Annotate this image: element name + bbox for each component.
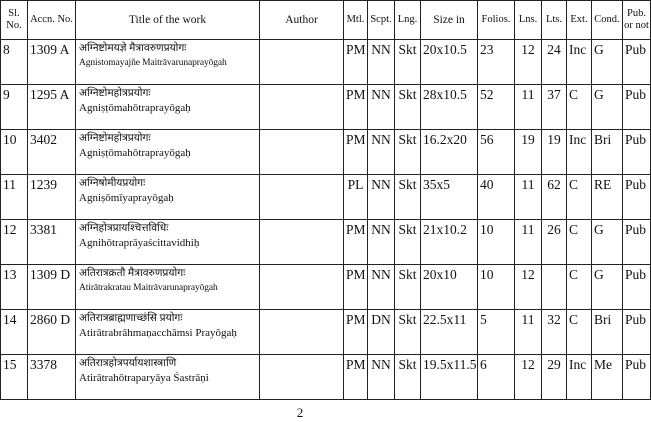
cell-ext: C	[567, 265, 592, 310]
cell-pub: Pub	[623, 40, 651, 85]
cell-pub: Pub	[623, 175, 651, 220]
header-cond: Cond.	[592, 1, 623, 40]
table-row	[1, 40, 651, 85]
table-row	[1, 310, 651, 355]
cell-title	[76, 310, 260, 355]
cell-scpt: NN	[368, 130, 395, 175]
cell-size: 28x10.5	[421, 85, 478, 130]
cell-accn: 3378	[28, 355, 76, 400]
cell-sl: 15	[1, 355, 28, 400]
title-transliteration: Agniṣṭōmahōtraprayōgaḥ	[79, 147, 191, 159]
table-row	[1, 355, 651, 400]
cell-cond: G	[592, 265, 623, 310]
cell-sl: 14	[1, 310, 28, 355]
cell-mtl: PM	[344, 85, 368, 130]
cell-mtl: PM	[344, 310, 368, 355]
cell-size: 20x10.5	[421, 40, 478, 85]
title-transliteration: Agniṣṭōmahōtraprayōgaḥ	[79, 102, 191, 114]
cell-lns: 12	[515, 355, 542, 400]
header-folios: Folios.	[478, 1, 515, 40]
cell-sl: 10	[1, 130, 28, 175]
header-mtl: Mtl.	[344, 1, 368, 40]
cell-size: 35x5	[421, 175, 478, 220]
cell-pub: Pub	[623, 265, 651, 310]
cell-title	[76, 40, 260, 85]
page-number: 2	[296, 405, 304, 420]
cell-lns: 11	[515, 310, 542, 355]
cell-folios: 56	[478, 130, 515, 175]
cell-author	[260, 265, 344, 310]
cell-lng: Skt	[395, 310, 421, 355]
title-devanagari: अतिरात्रब्राह्मणाच्छंसि प्रयोगः	[79, 313, 183, 324]
title-devanagari: अतिरात्रक्रतौ मैत्रावरुणप्रयोगः	[79, 268, 186, 279]
cell-pub: Pub	[623, 355, 651, 400]
cell-size: 21x10.2	[421, 220, 478, 265]
cell-pub: Pub	[623, 85, 651, 130]
cell-cond: G	[592, 220, 623, 265]
cell-mtl: PM	[344, 265, 368, 310]
cell-ext: Inc	[567, 130, 592, 175]
cell-sl: 11	[1, 175, 28, 220]
cell-accn: 1239	[28, 175, 76, 220]
header-accn: Accn. No.	[28, 1, 76, 40]
cell-cond: Bri	[592, 310, 623, 355]
cell-cond: RE	[592, 175, 623, 220]
title-transliteration: Atirātrabrāhmaṇacchāmsi Prayōgaḥ	[79, 327, 237, 339]
cell-title	[76, 220, 260, 265]
cell-folios: 10	[478, 220, 515, 265]
cell-lts: 19	[542, 130, 567, 175]
title-devanagari: अग्निहोत्रप्रायश्चित्तविधिः	[79, 223, 169, 234]
table-row	[1, 130, 651, 175]
cell-author	[260, 130, 344, 175]
cell-accn: 3381	[28, 220, 76, 265]
cell-ext: Inc	[567, 355, 592, 400]
cell-sl: 9	[1, 85, 28, 130]
header-ext: Ext.	[567, 1, 592, 40]
cell-lns: 11	[515, 220, 542, 265]
cell-accn: 1309 A	[28, 40, 76, 85]
cell-scpt: NN	[368, 355, 395, 400]
cell-title	[76, 265, 260, 310]
cell-lts: 62	[542, 175, 567, 220]
header-lts: Lts.	[542, 1, 567, 40]
cell-size: 20x10	[421, 265, 478, 310]
cell-lts: 37	[542, 85, 567, 130]
cell-author	[260, 40, 344, 85]
header-pub: Pub. or not	[623, 1, 651, 40]
cell-folios: 52	[478, 85, 515, 130]
cell-title	[76, 175, 260, 220]
cell-lts	[542, 265, 567, 310]
cell-cond: G	[592, 85, 623, 130]
cell-mtl: PM	[344, 220, 368, 265]
header-lng: Lng.	[395, 1, 421, 40]
cell-lts: 26	[542, 220, 567, 265]
cell-accn: 3402	[28, 130, 76, 175]
cell-author	[260, 310, 344, 355]
header-sl: Sl. No.	[1, 1, 28, 40]
cell-mtl: PL	[344, 175, 368, 220]
cell-ext: C	[567, 220, 592, 265]
cell-sl: 8	[1, 40, 28, 85]
cell-lts: 24	[542, 40, 567, 85]
cell-accn: 1309 D	[28, 265, 76, 310]
cell-ext: C	[567, 85, 592, 130]
header-title: Title of the work	[76, 1, 260, 40]
cell-lng: Skt	[395, 40, 421, 85]
cell-accn: 1295 A	[28, 85, 76, 130]
cell-scpt: NN	[368, 85, 395, 130]
cell-pub: Pub	[623, 310, 651, 355]
title-devanagari: अग्निष्टोमहोत्रप्रयोगः	[79, 88, 151, 99]
cell-ext: C	[567, 310, 592, 355]
title-transliteration: Agnistomayajñe Maitrāvarunaprayōgah	[79, 58, 227, 68]
cell-mtl: PM	[344, 355, 368, 400]
cell-lns: 11	[515, 85, 542, 130]
cell-cond: G	[592, 40, 623, 85]
header-author: Author	[260, 1, 344, 40]
cell-size: 22.5x11	[421, 310, 478, 355]
title-transliteration: Atirātrahōtraparyāya Śastrāṇi	[79, 372, 209, 384]
cell-scpt: NN	[368, 175, 395, 220]
cell-folios: 10	[478, 265, 515, 310]
cell-folios: 23	[478, 40, 515, 85]
cell-lns: 11	[515, 175, 542, 220]
title-devanagari: अतिरात्रहोत्रपर्यायशास्त्राणि	[79, 358, 177, 369]
title-devanagari: अग्निष्टोमयज्ञे मैत्रावरुणप्रयोगः	[79, 43, 187, 54]
cell-cond: Bri	[592, 130, 623, 175]
title-devanagari: अग्निषोमीयप्रयोगः	[79, 178, 146, 189]
cell-lng: Skt	[395, 175, 421, 220]
cell-scpt: DN	[368, 310, 395, 355]
cell-author	[260, 175, 344, 220]
cell-lng: Skt	[395, 130, 421, 175]
table-row	[1, 85, 651, 130]
cell-mtl: PM	[344, 130, 368, 175]
cell-pub: Pub	[623, 220, 651, 265]
cell-title	[76, 130, 260, 175]
cell-lng: Skt	[395, 355, 421, 400]
cell-lns: 12	[515, 265, 542, 310]
header-row	[1, 1, 651, 40]
cell-title	[76, 355, 260, 400]
title-transliteration: Atirātrakratau Maitrāvarunaprayōgah	[79, 283, 218, 293]
cell-lng: Skt	[395, 85, 421, 130]
cell-accn: 2860 D	[28, 310, 76, 355]
cell-size: 16.2x20	[421, 130, 478, 175]
table-row	[1, 175, 651, 220]
table-row	[1, 220, 651, 265]
cell-author	[260, 355, 344, 400]
cell-lts: 29	[542, 355, 567, 400]
title-devanagari: अग्निष्टोमहोत्रप्रयोगः	[79, 133, 151, 144]
cell-scpt: NN	[368, 40, 395, 85]
table-row	[1, 265, 651, 310]
cell-ext: Inc	[567, 40, 592, 85]
cell-title	[76, 85, 260, 130]
cell-cond: Me	[592, 355, 623, 400]
cell-pub: Pub	[623, 130, 651, 175]
cell-folios: 40	[478, 175, 515, 220]
cell-folios: 6	[478, 355, 515, 400]
cell-lns: 19	[515, 130, 542, 175]
cell-lng: Skt	[395, 265, 421, 310]
cell-sl: 13	[1, 265, 28, 310]
cell-lts: 32	[542, 310, 567, 355]
header-lns: Lns.	[515, 1, 542, 40]
cell-ext: C	[567, 175, 592, 220]
header-size: Size in	[421, 1, 478, 40]
header-scpt: Scpt.	[368, 1, 395, 40]
cell-scpt: NN	[368, 220, 395, 265]
title-transliteration: Agnihōtraprāyaścittavidhiḥ	[79, 237, 200, 249]
cell-lng: Skt	[395, 220, 421, 265]
cell-scpt: NN	[368, 265, 395, 310]
cell-author	[260, 220, 344, 265]
cell-folios: 5	[478, 310, 515, 355]
cell-mtl: PM	[344, 40, 368, 85]
cell-size: 19.5x11.5	[421, 355, 478, 400]
cell-author	[260, 85, 344, 130]
title-transliteration: Agniṣōmīyaprayōgaḥ	[79, 192, 174, 204]
cell-sl: 12	[1, 220, 28, 265]
cell-lns: 12	[515, 40, 542, 85]
